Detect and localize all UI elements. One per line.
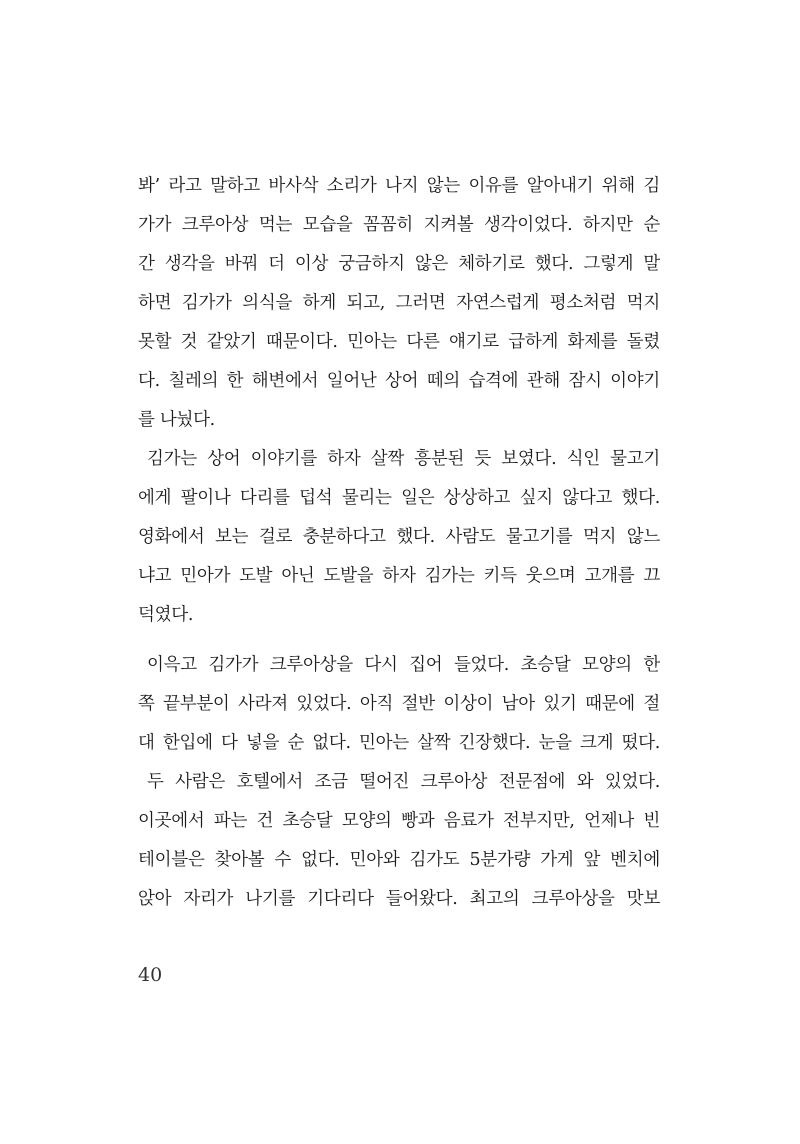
- text-line: 가가 크루아상 먹는 모습을 꼼꼼히 지켜볼 생각이었다. 하지만 순: [138, 215, 660, 235]
- text-line: 덕였다.: [138, 605, 194, 625]
- body-text-section-1: [138, 167, 660, 635]
- text-line: 를 나눴다.: [138, 410, 215, 430]
- text-line: 냐고 민아가 도발 아닌 도발을 하자 김가는 키득 웃으며 고개를 끄: [138, 566, 660, 586]
- text-line: 봐’ 라고 말하고 바사삭 소리가 나지 않는 이유를 알아내기 위해 김: [138, 176, 660, 196]
- text-line: 에게 팔이나 다리를 덥석 물리는 일은 상상하고 싶지 않다고 했다.: [138, 488, 660, 508]
- text-line: 영화에서 보는 걸로 충분하다고 했다. 사람도 물고기를 먹지 않느: [138, 527, 660, 547]
- text-line: 쪽 끝부분이 사라져 있었다. 아직 절반 이상이 남아 있기 때문에 절: [138, 694, 660, 714]
- text-line: 이곳에서 파는 건 초승달 모양의 빵과 음료가 전부지만, 언제나 빈: [138, 811, 660, 831]
- text-line: 테이블은 찾아볼 수 없다. 민아와 김가도 5분가량 가게 앞 벤치에: [138, 850, 660, 870]
- text-line: 이윽고 김가가 크루아상을 다시 집어 들었다. 초승달 모양의 한: [147, 655, 660, 675]
- text-line: 두 사람은 호텔에서 조금 떨어진 크루아상 전문점에 와 있었다.: [147, 772, 660, 792]
- text-line: 앉아 자리가 나기를 기다리다 들어왔다. 최고의 크루아상을 맛보: [138, 889, 660, 909]
- text-line: 하면 김가가 의식을 하게 되고, 그러면 자연스럽게 평소처럼 먹지: [138, 293, 660, 313]
- text-line: 간 생각을 바꿔 더 이상 궁금하지 않은 체하기로 했다. 그렇게 말: [138, 254, 660, 274]
- text-line: 대 한입에 다 넣을 순 없다. 민아는 살짝 긴장했다. 눈을 크게 떴다.: [138, 733, 660, 753]
- page-number: 40: [138, 964, 163, 986]
- text-line: 못할 것 같았기 때문이다. 민아는 다른 얘기로 급하게 화제를 돌렸: [138, 332, 660, 352]
- text-line: 다. 칠레의 한 해변에서 일어난 상어 떼의 습격에 관해 잠시 이야기: [138, 371, 660, 391]
- text-line: 김가는 상어 이야기를 하자 살짝 흥분된 듯 보였다. 식인 물고기: [147, 449, 660, 469]
- body-text-section-2: [138, 646, 660, 919]
